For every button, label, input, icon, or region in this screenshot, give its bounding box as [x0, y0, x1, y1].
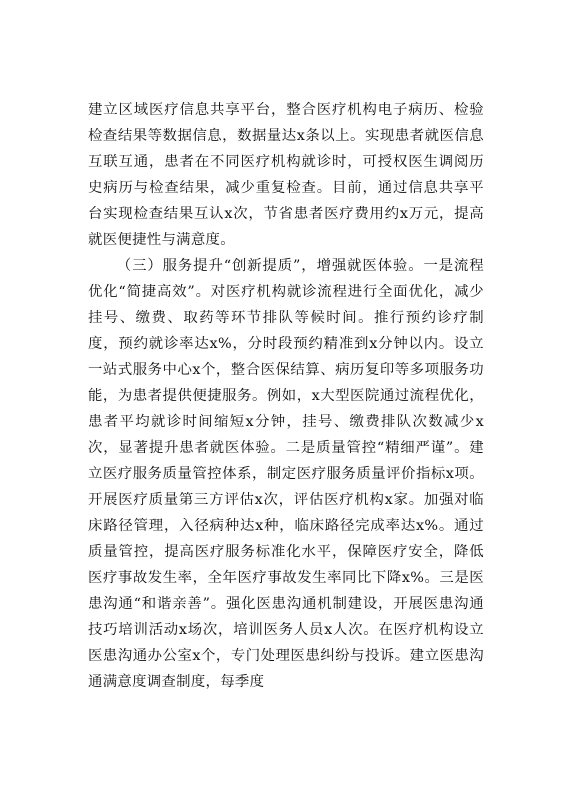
body-text: [88, 97, 484, 695]
paragraph-continued: 建立区域医疗信息共享平台，整合医疗机构电子病历、检验检查结果等数据信息，数据量达x条以上。实现患者就医信息互联互通，患者在不同医疗机构就诊时，可授权医生调阅历史病历与检查结果，减少重复检查。目前，通过信息共享平台实现检查结果互认x次，节省患者医疗费用约x万元，提高就医便捷性与满意度。: [88, 102, 484, 248]
paragraph-service-improvement: （三）服务提升“创新提质”，增强就医体验。一是流程优化“简捷高效”。对医疗机构就诊流程进行全面优化，减少挂号、缴费、取药等环节排队等候时间。推行预约诊疗制度，预约就诊率达x%，分时段预约精准到x分钟以内。设立一站式服务中心x个，整合医保结算、病历复印等多项服务功能，为患者提供便捷服务。例如，x大型医院通过流程优化，患者平均就诊时间缩短x分钟，挂号、缴费排队次数减少x次，显著提升患者就医体验。二是质量管控“精细严谨”。建立医疗服务质量管控体系，制定医疗服务质量评价指标x项。开展医疗质量第三方评估x次，评估医疗机构x家。加强对临床路径管理，入径病种达x种，临床路径完成率达x%。通过质量管控，提高医疗服务标准化水平，保障医疗安全，降低医疗事故发生率，全年医疗事故发生率同比下降x%。三是医患沟通“和谐亲善”。强化医患沟通机制建设，开展医患沟通技巧培训活动x场次，培训医务人员x人次。在医疗机构设立医患沟通办公室x个，专门处理医患纠纷与投诉。建立医患沟通满意度调查制度，每季度: [88, 258, 484, 690]
